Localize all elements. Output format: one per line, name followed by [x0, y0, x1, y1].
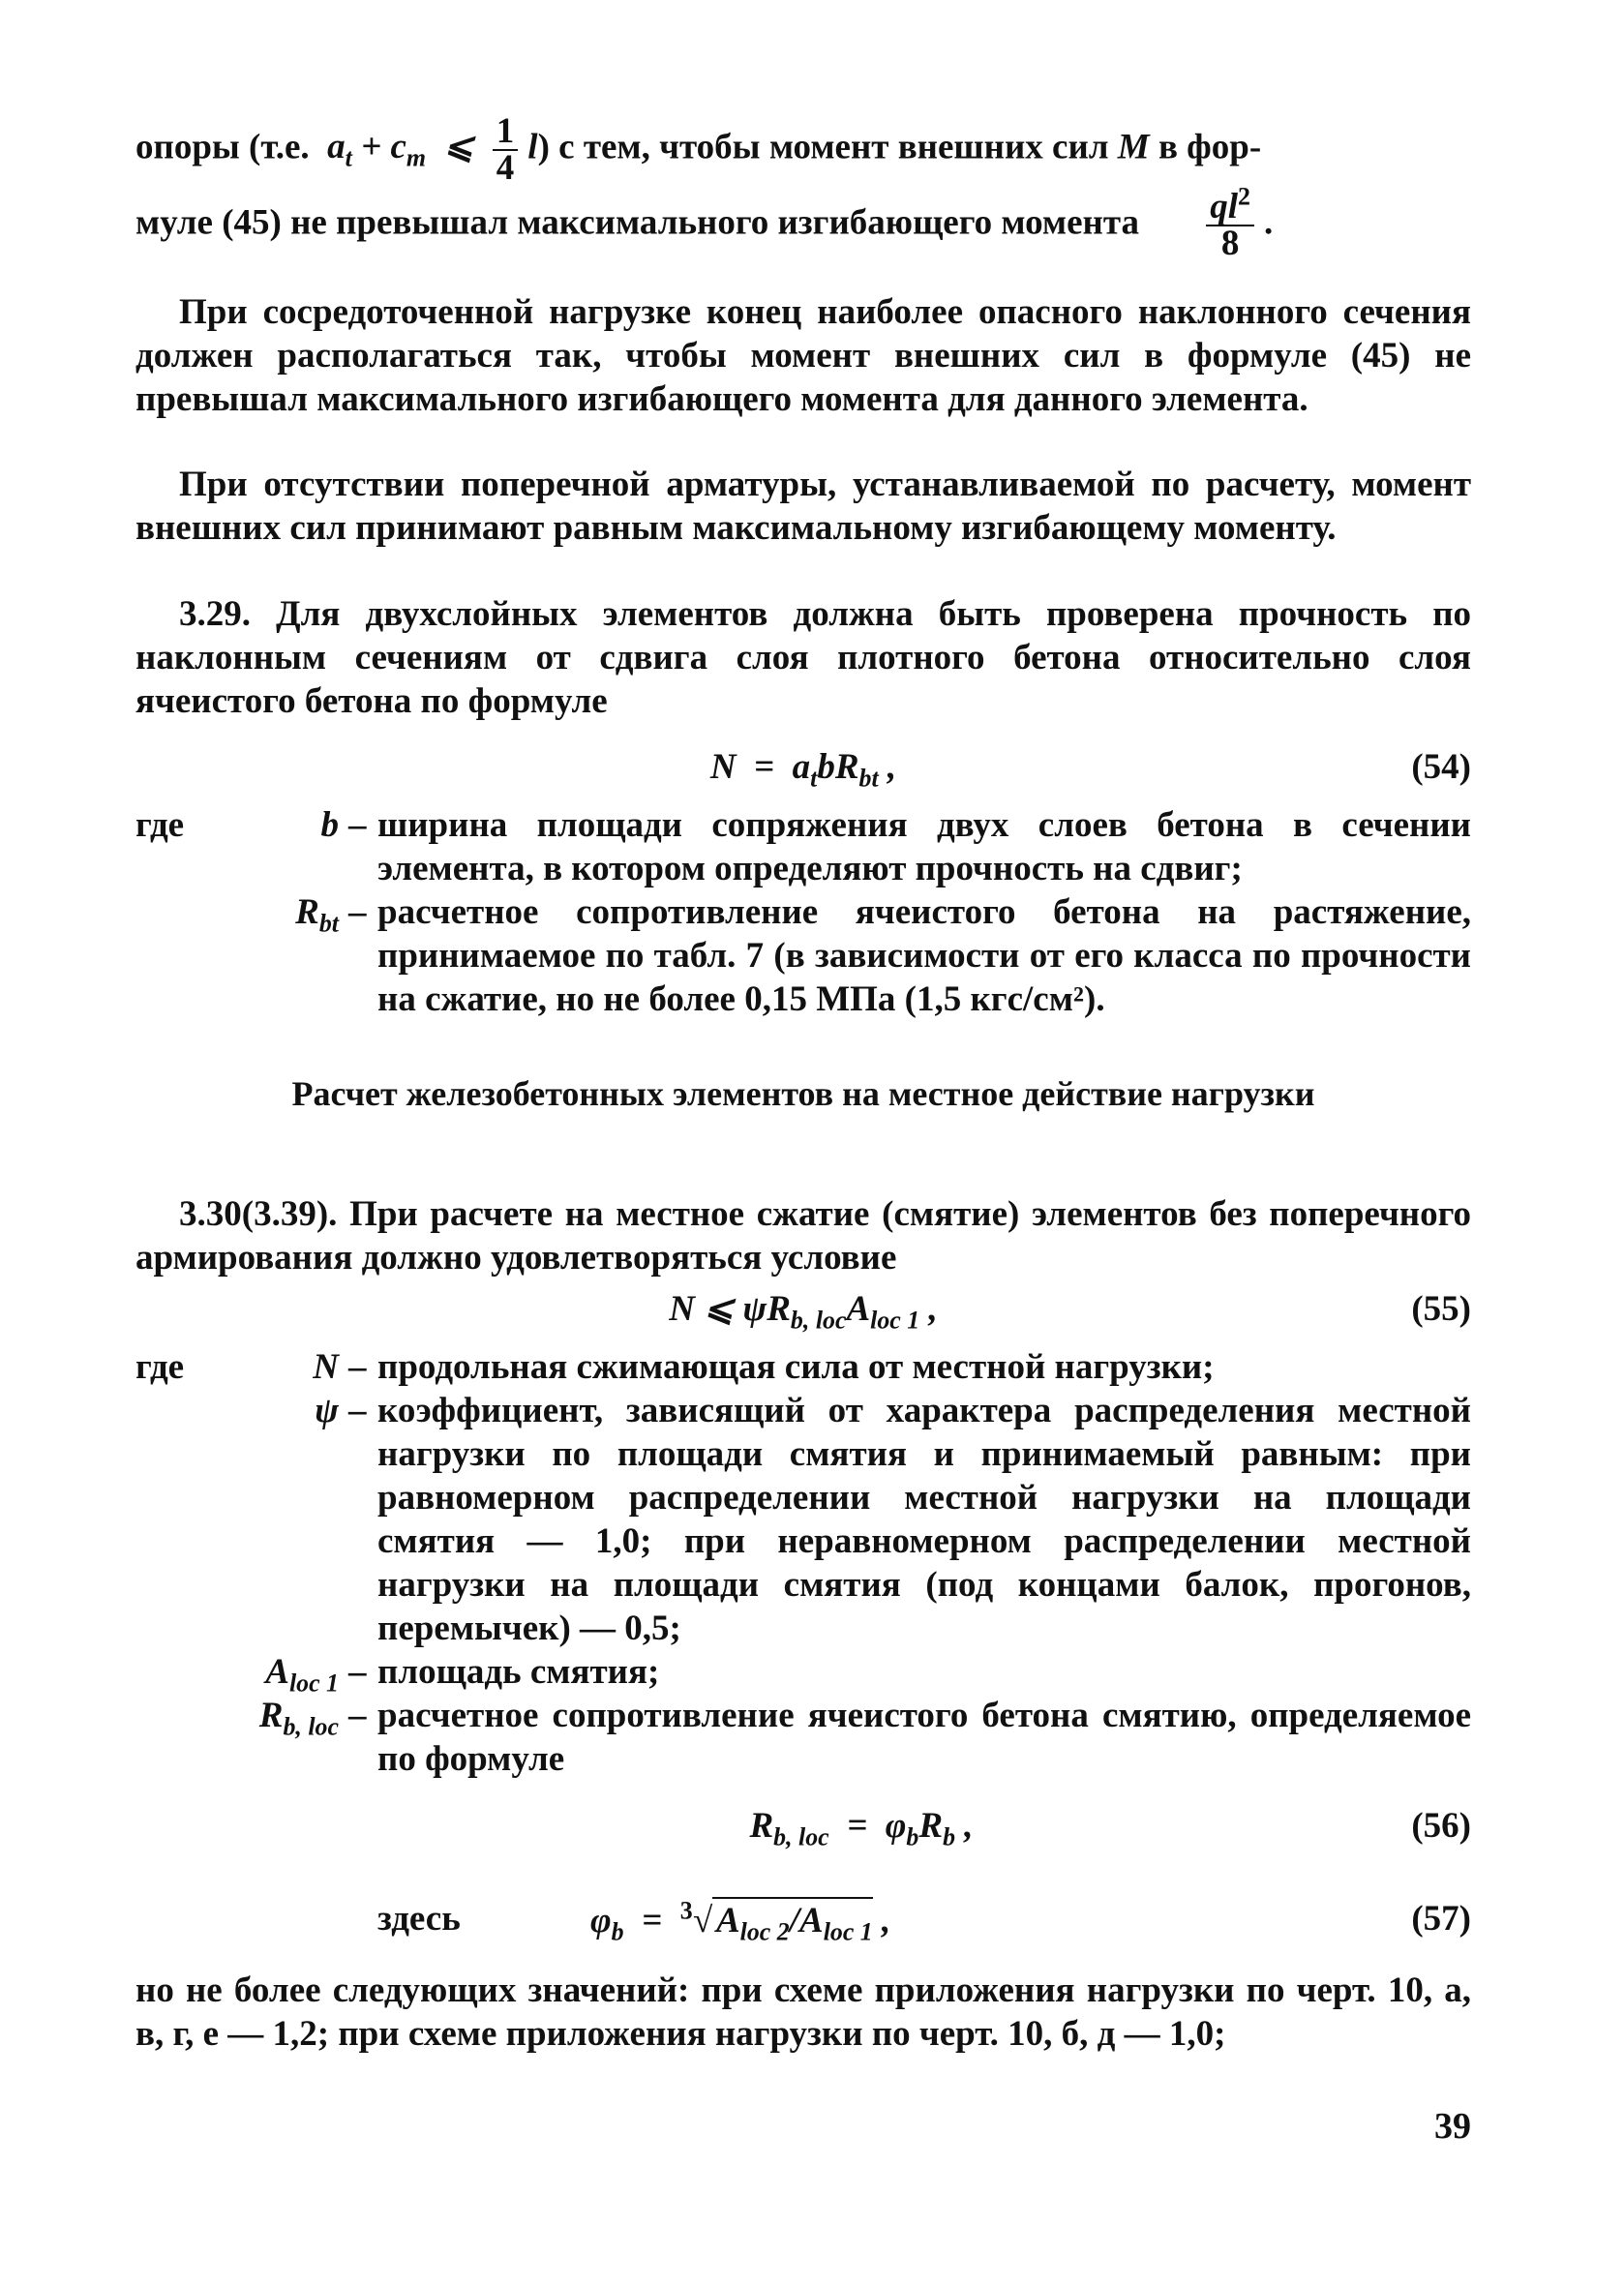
fraction-ql2-over-8: $\frac{ql^2}{8}$ — [1206, 190, 1254, 261]
definition-N-text: продольная сжимающая сила от местной нагрузки; — [377, 1347, 1215, 1387]
clause-3-30 — [135, 1192, 1471, 1279]
equation-56 — [135, 1804, 1471, 1851]
equation-54-formula: $N = a_tbR_{bt}$ , — [709, 747, 897, 793]
symbol-M: M — [1117, 127, 1150, 167]
equation-57-formula: $\varphi_b = ^3√$ $A_{loc 2}/A_{loc 1}$ , — [590, 1896, 891, 1946]
definition-Aloc1-text: площадь смятия; — [377, 1652, 660, 1692]
section-heading: Расчет железобетонных элементов на местное действие нагрузки — [291, 1074, 1315, 1113]
symbol-psi: ψ — [315, 1391, 339, 1430]
dash: – — [348, 805, 367, 845]
definition-Rbloc-text: расчетное сопротивление ячеистого бетона смятию, определяемое по формуле — [377, 1696, 1471, 1779]
equation-55-formula: N ⩽ $\psi R_{b, loc}A_{loc 1}$ , — [669, 1289, 938, 1335]
equation-57-number: (57) — [1411, 1899, 1471, 1939]
equation-55 — [135, 1287, 1471, 1335]
symbol-Aloc1: $A_{loc 1}$ — [265, 1652, 339, 1698]
para1-text-a: опоры (т.е. — [135, 127, 310, 167]
para1-text-b: с тем, чтобы момент внешних сил — [558, 127, 1109, 167]
page-number: 39 — [1434, 2106, 1471, 2147]
para-last-text: но не более следующих значений: при схеме приложения нагрузки по черт. 10, а, в, г, е — 1,2; при схеме приложения нагрузки по черт. 10, б, д — 1,0; — [135, 1970, 1471, 2054]
symbol-Rbloc: $R_{b, loc}$ — [258, 1696, 339, 1741]
dash: – — [348, 892, 367, 932]
para1-text-line2: муле (45) не превышал максимального изгибающего момента — [135, 202, 1139, 243]
definition-Rbt-text: расчетное сопротивление ячеистого бетона на растяжение, принимаемое по табл. 7 (в зависимости от его класса по прочности на сжатие, но не более 0,15 МПа (1,5 кгс/см²). — [377, 892, 1471, 1019]
definition-b — [135, 803, 1471, 890]
definition-Aloc1 — [135, 1650, 1471, 1698]
equation-56-number: (56) — [1411, 1806, 1471, 1846]
symbol-N: N — [313, 1347, 339, 1387]
para1-text-c: в фор- — [1158, 127, 1262, 167]
paragraph-support: опоры (т.е. $a_t + c_m$ ⩽ $\frac{1}{4}$ l) с тем, чтобы момент внешних сил M в фор- — [135, 111, 1262, 188]
definition-N — [135, 1345, 1471, 1389]
dash: – — [348, 1696, 367, 1735]
paragraph-concentrated-load — [135, 290, 1471, 421]
dash: – — [348, 1652, 367, 1692]
paragraph-no-reinforcement — [135, 463, 1471, 550]
clause-3-29-text: Для двухслойных элементов должна быть проверена прочность по наклонным сечениям от сдвига слоя плотного бетона относительно слоя ячеистого бетона по формуле — [135, 594, 1472, 721]
equation-55-number: (55) — [1411, 1289, 1471, 1329]
clause-3-29-number: 3.29. — [179, 594, 251, 634]
where-label: где — [135, 805, 185, 845]
definition-b-text: ширина площади сопряжения двух слоев бетона в сечении элемента, в котором определяют прочность на сдвиг; — [377, 805, 1471, 888]
symbol-Rbt: $R_{bt}$ — [295, 892, 339, 938]
equation-56-formula: $R_{b, loc} = \varphi_bR_b$ , — [749, 1806, 974, 1851]
definition-psi — [135, 1389, 1471, 1650]
equation-54-number: (54) — [1411, 747, 1471, 787]
paragraph-limits — [135, 1969, 1471, 2056]
para2-text: При сосредоточенной нагрузке конец наиболее опасного наклонного сечения должен располагаться так, чтобы момент внешних сил в формуле (45) не превышал максимального изгибающего момента для данного элемента. — [135, 292, 1471, 419]
definitions-54 — [135, 803, 1471, 1021]
dash: – — [348, 1391, 367, 1430]
symbol-b: b — [320, 805, 339, 845]
definition-Rbloc — [135, 1694, 1471, 1781]
definition-psi-text: коэффициент, зависящий от характера распределения местной нагрузки по площади смятия и принимаемый равным: при равномерном распределении местной нагрузки на площади смятия — 1,0; при неравномерном распределении местной нагрузки на площади смятия (под концами балок, прогонов, перемычек) — 0,5; — [377, 1391, 1471, 1648]
definitions-55 — [135, 1345, 1471, 1781]
where-label: где — [135, 1347, 185, 1387]
fraction-one-quarter: $\frac{1}{4}$ — [493, 114, 519, 186]
paragraph-support-line2: муле (45) не превышал максимального изгибающего момента $\frac{ql^2}{8}$ . — [135, 182, 1274, 263]
para3-text: При отсутствии поперечной арматуры, устанавливаемой по расчету, момент внешних сил принимают равным максимальному изгибающему моменту. — [135, 465, 1471, 548]
clause-3-29 — [135, 592, 1471, 723]
definition-Rbt — [135, 890, 1471, 1021]
dash: – — [348, 1347, 367, 1387]
equation-57 — [135, 1896, 1471, 1946]
clause-3-30-number: 3.30(3.39). — [179, 1194, 338, 1234]
here-label: здесь — [377, 1899, 461, 1939]
equation-54 — [135, 745, 1471, 793]
clause-3-30-text: При расчете на местное сжатие (смятие) элементов без поперечного армирования должно удовлетворяться условие — [135, 1194, 1472, 1278]
formula-inline-condition: $a_t + c_m$ ⩽ — [317, 127, 474, 172]
